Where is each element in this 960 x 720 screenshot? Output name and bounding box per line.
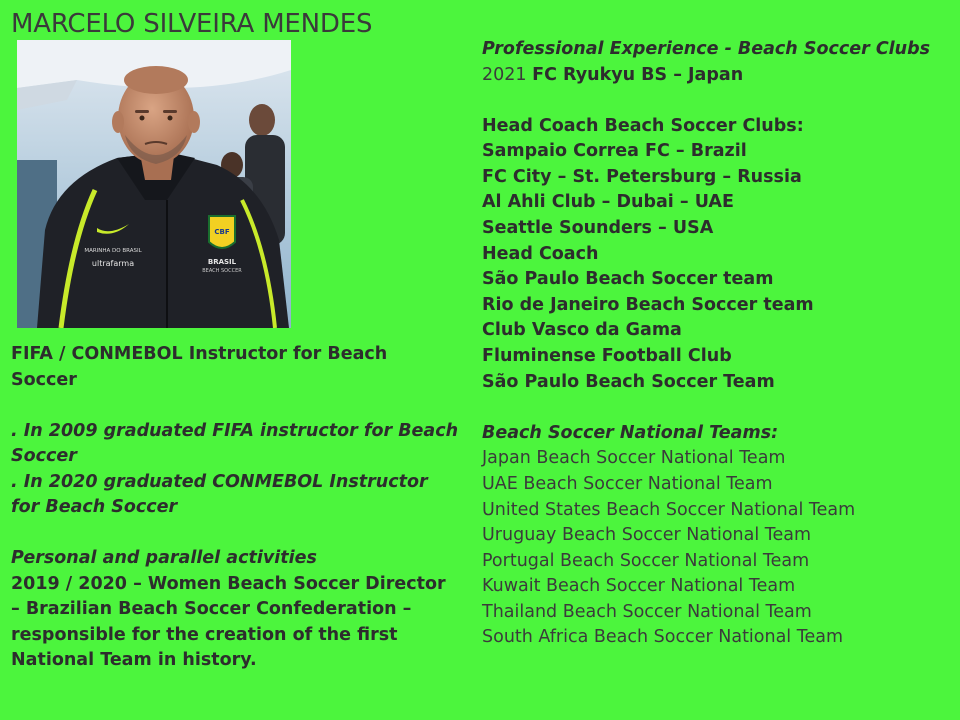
jersey-text-1: MARINHA DO BRASIL — [84, 248, 142, 254]
national-team-item: Thailand Beach Soccer National Team — [482, 601, 812, 622]
club-item: Rio de Janeiro Beach Soccer team — [482, 294, 814, 315]
spacer — [11, 521, 471, 547]
left-column — [11, 342, 471, 674]
club-item: São Paulo Beach Soccer team — [482, 269, 774, 290]
club-item: Club Vasco da Gama — [482, 320, 682, 341]
experience-entry — [482, 63, 960, 89]
club-item: São Paulo Beach Soccer Team — [482, 371, 775, 392]
clubs-heading: Head Coach Beach Soccer Clubs: — [482, 115, 804, 136]
national-heading: Beach Soccer National Teams: — [482, 422, 779, 443]
spacer — [482, 395, 960, 421]
national-team-item: Japan Beach Soccer National Team — [482, 448, 786, 469]
jersey-text-2: ultrafarma — [91, 259, 135, 268]
personal-heading: Personal and parallel activities — [11, 548, 317, 568]
club-item: Head Coach — [482, 243, 599, 264]
club-item: FC City – St. Petersburg – Russia — [482, 166, 802, 187]
club-item: Sampaio Correa FC – Brazil — [482, 141, 747, 162]
personal-line: – Brazilian Beach Soccer Confederation – — [11, 599, 412, 619]
national-team-item: United States Beach Soccer National Team — [482, 499, 856, 520]
grad-fifa-line-2: Soccer — [11, 446, 77, 466]
experience-heading: Professional Experience - Beach Soccer Clubs — [482, 39, 931, 59]
svg-text:CBF: CBF — [214, 228, 230, 236]
instructor-line-2: Soccer — [11, 369, 77, 390]
national-team-item: UAE Beach Soccer National Team — [482, 473, 773, 494]
national-team-item: Portugal Beach Soccer National Team — [482, 550, 810, 571]
national-team-item: Kuwait Beach Soccer National Team — [482, 576, 796, 597]
national-team-item: South Africa Beach Soccer National Team — [482, 627, 843, 648]
profile-photo — [17, 40, 291, 328]
club-item: Al Ahli Club – Dubai – UAE — [482, 192, 734, 213]
grad-conmebol-line-2: for Beach Soccer — [11, 497, 178, 517]
spacer — [482, 88, 960, 114]
instructor-line-1: FIFA / CONMEBOL Instructor for Beach — [11, 344, 388, 364]
experience-year: 2021 — [482, 64, 527, 85]
personal-line: National Team in history. — [11, 650, 257, 670]
personal-line: responsible for the creation of the first — [11, 624, 398, 645]
page-title: MARCELO SILVEIRA MENDES — [11, 9, 373, 39]
club-item: Fluminense Football Club — [482, 346, 732, 367]
club-item: Seattle Sounders – USA — [482, 218, 714, 239]
grad-conmebol-line-1: . In 2020 graduated CONMEBOL Instructor — [11, 471, 428, 492]
right-column — [482, 37, 960, 651]
experience-club: FC Ryukyu BS – Japan — [532, 64, 744, 85]
spacer — [11, 393, 471, 419]
national-team-item: Uruguay Beach Soccer National Team — [482, 525, 812, 546]
badge-text-2: BEACH SOCCER — [202, 268, 242, 274]
grad-fifa-line-1: . In 2009 graduated FIFA instructor for Beach — [11, 420, 459, 441]
personal-line: 2019 / 2020 – Women Beach Soccer Director — [11, 573, 446, 594]
badge-text-1: BRASIL — [207, 258, 237, 266]
